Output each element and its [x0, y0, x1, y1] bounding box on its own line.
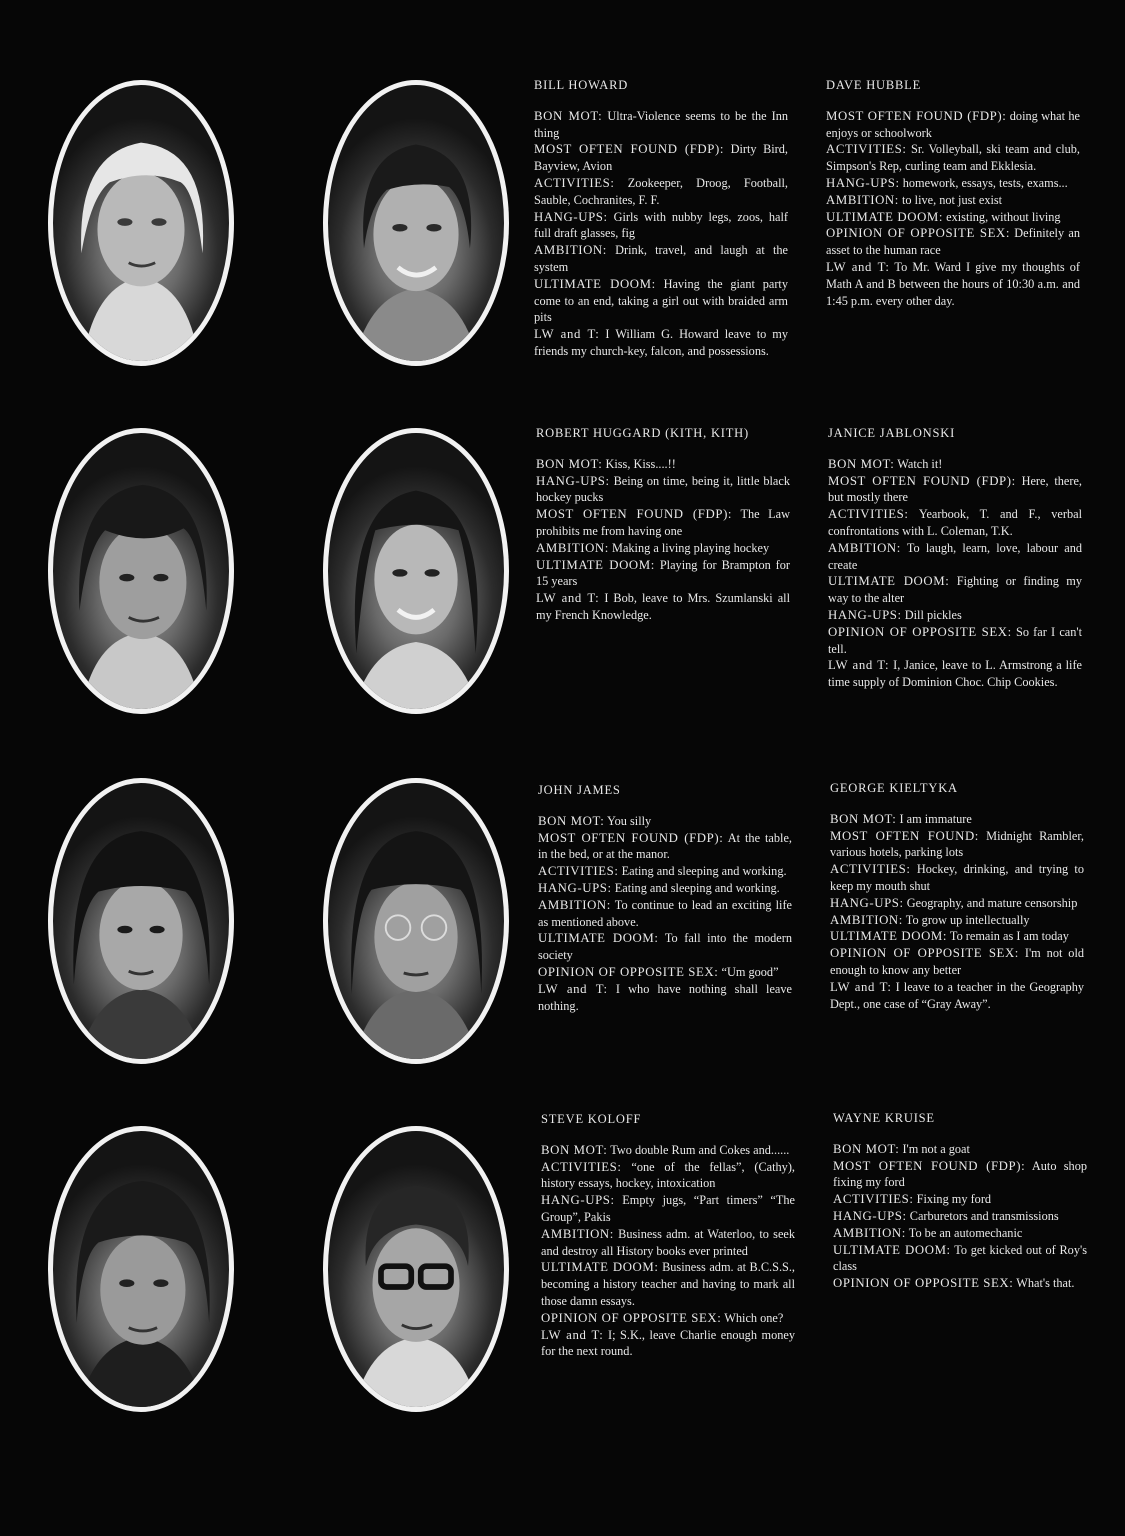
entry-field: MOST OFTEN FOUND (FDP): Here, there, but mostly there	[828, 473, 1082, 505]
entry-field: BON MOT: I am immature	[830, 811, 972, 826]
portrait-photo	[53, 783, 229, 1059]
entry-dave-hubble	[826, 77, 1080, 309]
student-name: JOHN JAMES	[538, 783, 621, 797]
entry-john-james	[538, 782, 792, 1014]
entry-field: BON MOT: Watch it!	[828, 456, 943, 471]
portrait-photo	[328, 433, 504, 709]
portrait-photo	[53, 85, 229, 361]
entry-field: LW and T: I; S.K., leave Charlie enough money for the next round.	[541, 1327, 795, 1359]
student-name: JANICE JABLONSKI	[828, 426, 956, 440]
entry-field: BON MOT: You silly	[538, 813, 652, 828]
entry-field: HANG-UPS: Empty jugs, “Part timers” “The Group”, Pakis	[541, 1193, 795, 1224]
portrait-steve-koloff	[48, 1126, 234, 1412]
entry-field: OPINION OF OPPOSITE SEX: Definitely an asset to the human race	[826, 226, 1080, 258]
entry-field: OPINION OF OPPOSITE SEX: “Um good”	[538, 964, 779, 979]
entry-field: ULTIMATE DOOM: Playing for Brampton for 15 years	[536, 557, 791, 589]
entry-bill-howard	[534, 77, 788, 360]
entry-field: OPINION OF OPPOSITE SEX: I'm not old enough to know any better	[830, 946, 1085, 977]
entry-field: LW and T: I, Janice, leave to L. Armstrong a life time supply of Dominion Choc. Chip Cookies.	[828, 658, 1082, 690]
entry-field: LW and T: I leave to a teacher in the Geography Dept., one case of “Gray Away”.	[830, 979, 1085, 1011]
entry-field: OPINION OF OPPOSITE SEX: Which one?	[541, 1310, 784, 1325]
entry-field: HANG-UPS: Carburetors and transmissions	[833, 1208, 1059, 1223]
student-name: STEVE KOLOFF	[541, 1112, 642, 1126]
entry-field: AMBITION: To grow up intellectually	[830, 912, 1030, 927]
entry-field: AMBITION: To continue to lead an exciting life as mentioned above.	[538, 897, 792, 929]
entry-field: MOST OFTEN FOUND: Midnight Rambler, various hotels, parking lots	[830, 828, 1085, 860]
entry-field: BON MOT: Ultra-Violence seems to be the Inn thing	[534, 108, 789, 140]
entry-field: AMBITION: Business adm. at Waterloo, to seek and destroy all History books ever printed	[541, 1226, 796, 1258]
entry-field: AMBITION: Drink, travel, and laugh at the system	[534, 243, 788, 274]
entry-field: ULTIMATE DOOM: To get kicked out of Roy's class	[833, 1242, 1087, 1274]
entry-steve-koloff	[541, 1111, 795, 1360]
entry-field: AMBITION: To laugh, learn, love, labour and create	[828, 540, 1082, 572]
student-name: WAYNE KRUISE	[833, 1111, 935, 1125]
portrait-photo	[328, 1131, 504, 1407]
entry-field: LW and T: To Mr. Ward I give my thoughts of Math A and B between the hours of 10:30 a.m. and 1:45 p.m. every other day.	[826, 259, 1080, 308]
portrait-wayne-kruise	[323, 1126, 509, 1412]
entry-field: MOST OFTEN FOUND (FDP): The Law prohibits me from having one	[536, 507, 790, 538]
portrait-robert-huggard	[48, 428, 234, 714]
entry-field: LW and T: I who have nothing shall leave nothing.	[538, 981, 792, 1013]
entry-field: HANG-UPS: Dill pickles	[828, 607, 962, 622]
portrait-photo	[53, 1131, 229, 1407]
entry-field: LW and T: I William G. Howard leave to my friends my church-key, falcon, and possessions.	[534, 327, 789, 358]
entry-field: OPINION OF OPPOSITE SEX: So far I can't tell.	[828, 624, 1083, 656]
portrait-john-james	[48, 778, 234, 1064]
entry-field: ACTIVITIES: “one of the fellas”, (Cathy), history essays, hockey, intoxication	[541, 1159, 795, 1191]
portrait-dave-hubble	[323, 80, 509, 366]
portrait-bill-howard	[48, 80, 234, 366]
entry-field: ACTIVITIES: Eating and sleeping and working.	[538, 864, 787, 879]
entry-field: HANG-UPS: Eating and sleeping and working.	[538, 880, 780, 895]
entry-field: HANG-UPS: homework, essays, tests, exams...	[826, 175, 1068, 190]
entry-field: AMBITION: Making a living playing hockey	[536, 540, 770, 555]
entry-field: ACTIVITIES: Fixing my ford	[833, 1192, 992, 1207]
student-name: ROBERT HUGGARD (KITH, KITH)	[536, 426, 749, 440]
entry-field: AMBITION: To be an automechanic	[833, 1225, 1023, 1240]
portrait-photo	[328, 85, 504, 361]
entry-george-kieltyka	[830, 780, 1084, 1012]
portrait-photo	[53, 433, 229, 709]
entry-field: BON MOT: I'm not a goat	[833, 1141, 970, 1156]
portrait-janice-jablonski	[323, 428, 509, 714]
entry-field: MOST OFTEN FOUND (FDP): doing what he enjoys or schoolwork	[826, 108, 1081, 140]
entry-field: MOST OFTEN FOUND (FDP): At the table, in the bed, or at the manor.	[538, 830, 792, 862]
entry-field: ACTIVITIES: Zookeeper, Droog, Football, Sauble, Cochranites, F. F.	[534, 175, 788, 207]
entry-field: MOST OFTEN FOUND (FDP): Dirty Bird, Bayview, Avion	[534, 142, 789, 174]
entry-field: BON MOT: Two double Rum and Cokes and......	[541, 1142, 790, 1157]
student-name: DAVE HUBBLE	[826, 78, 922, 92]
entry-field: BON MOT: Kiss, Kiss....!!	[536, 456, 676, 471]
entry-field: LW and T: I Bob, leave to Mrs. Szumlanski all my French Knowledge.	[536, 591, 790, 622]
entry-field: ULTIMATE DOOM: To remain as I am today	[830, 929, 1069, 944]
entry-field: ULTIMATE DOOM: To fall into the modern society	[538, 931, 793, 963]
entry-field: OPINION OF OPPOSITE SEX: What's that.	[833, 1276, 1075, 1291]
entry-field: ULTIMATE DOOM: Fighting or finding my way to the alter	[828, 574, 1082, 606]
student-name: GEORGE KIELTYKA	[830, 781, 958, 795]
portrait-george-kieltyka	[323, 778, 509, 1064]
student-name: BILL HOWARD	[534, 78, 629, 92]
entry-field: HANG-UPS: Being on time, being it, little black hockey pucks	[536, 473, 790, 505]
entry-field: ULTIMATE DOOM: existing, without living	[826, 209, 1061, 224]
entry-field: AMBITION: to live, not just exist	[826, 192, 1003, 207]
entry-field: ACTIVITIES: Yearbook, T. and F., verbal confrontations with L. Coleman, T.K.	[828, 507, 1082, 538]
entry-field: ULTIMATE DOOM: Having the giant party come to an end, taking a girl out with braided arm pits	[534, 276, 788, 325]
entry-field: ULTIMATE DOOM: Business adm. at B.C.S.S., becoming a history teacher and having to mark all those damn essays.	[541, 1260, 796, 1308]
entry-field: ACTIVITIES: Hockey, drinking, and trying to keep my mouth shut	[830, 862, 1084, 893]
entry-robert-huggard	[536, 425, 790, 624]
entry-field: MOST OFTEN FOUND (FDP): Auto shop fixing my ford	[833, 1158, 1087, 1190]
entry-janice-jablonski	[828, 425, 1082, 691]
entry-field: HANG-UPS: Geography, and mature censorship	[830, 895, 1078, 910]
portrait-photo	[328, 783, 504, 1059]
entry-wayne-kruise	[833, 1110, 1087, 1292]
entry-field: HANG-UPS: Girls with nubby legs, zoos, half full draft glasses, fig	[534, 209, 788, 241]
entry-field: ACTIVITIES: Sr. Volleyball, ski team and club, Simpson's Rep, curling team and Ekklesia.	[826, 142, 1080, 174]
